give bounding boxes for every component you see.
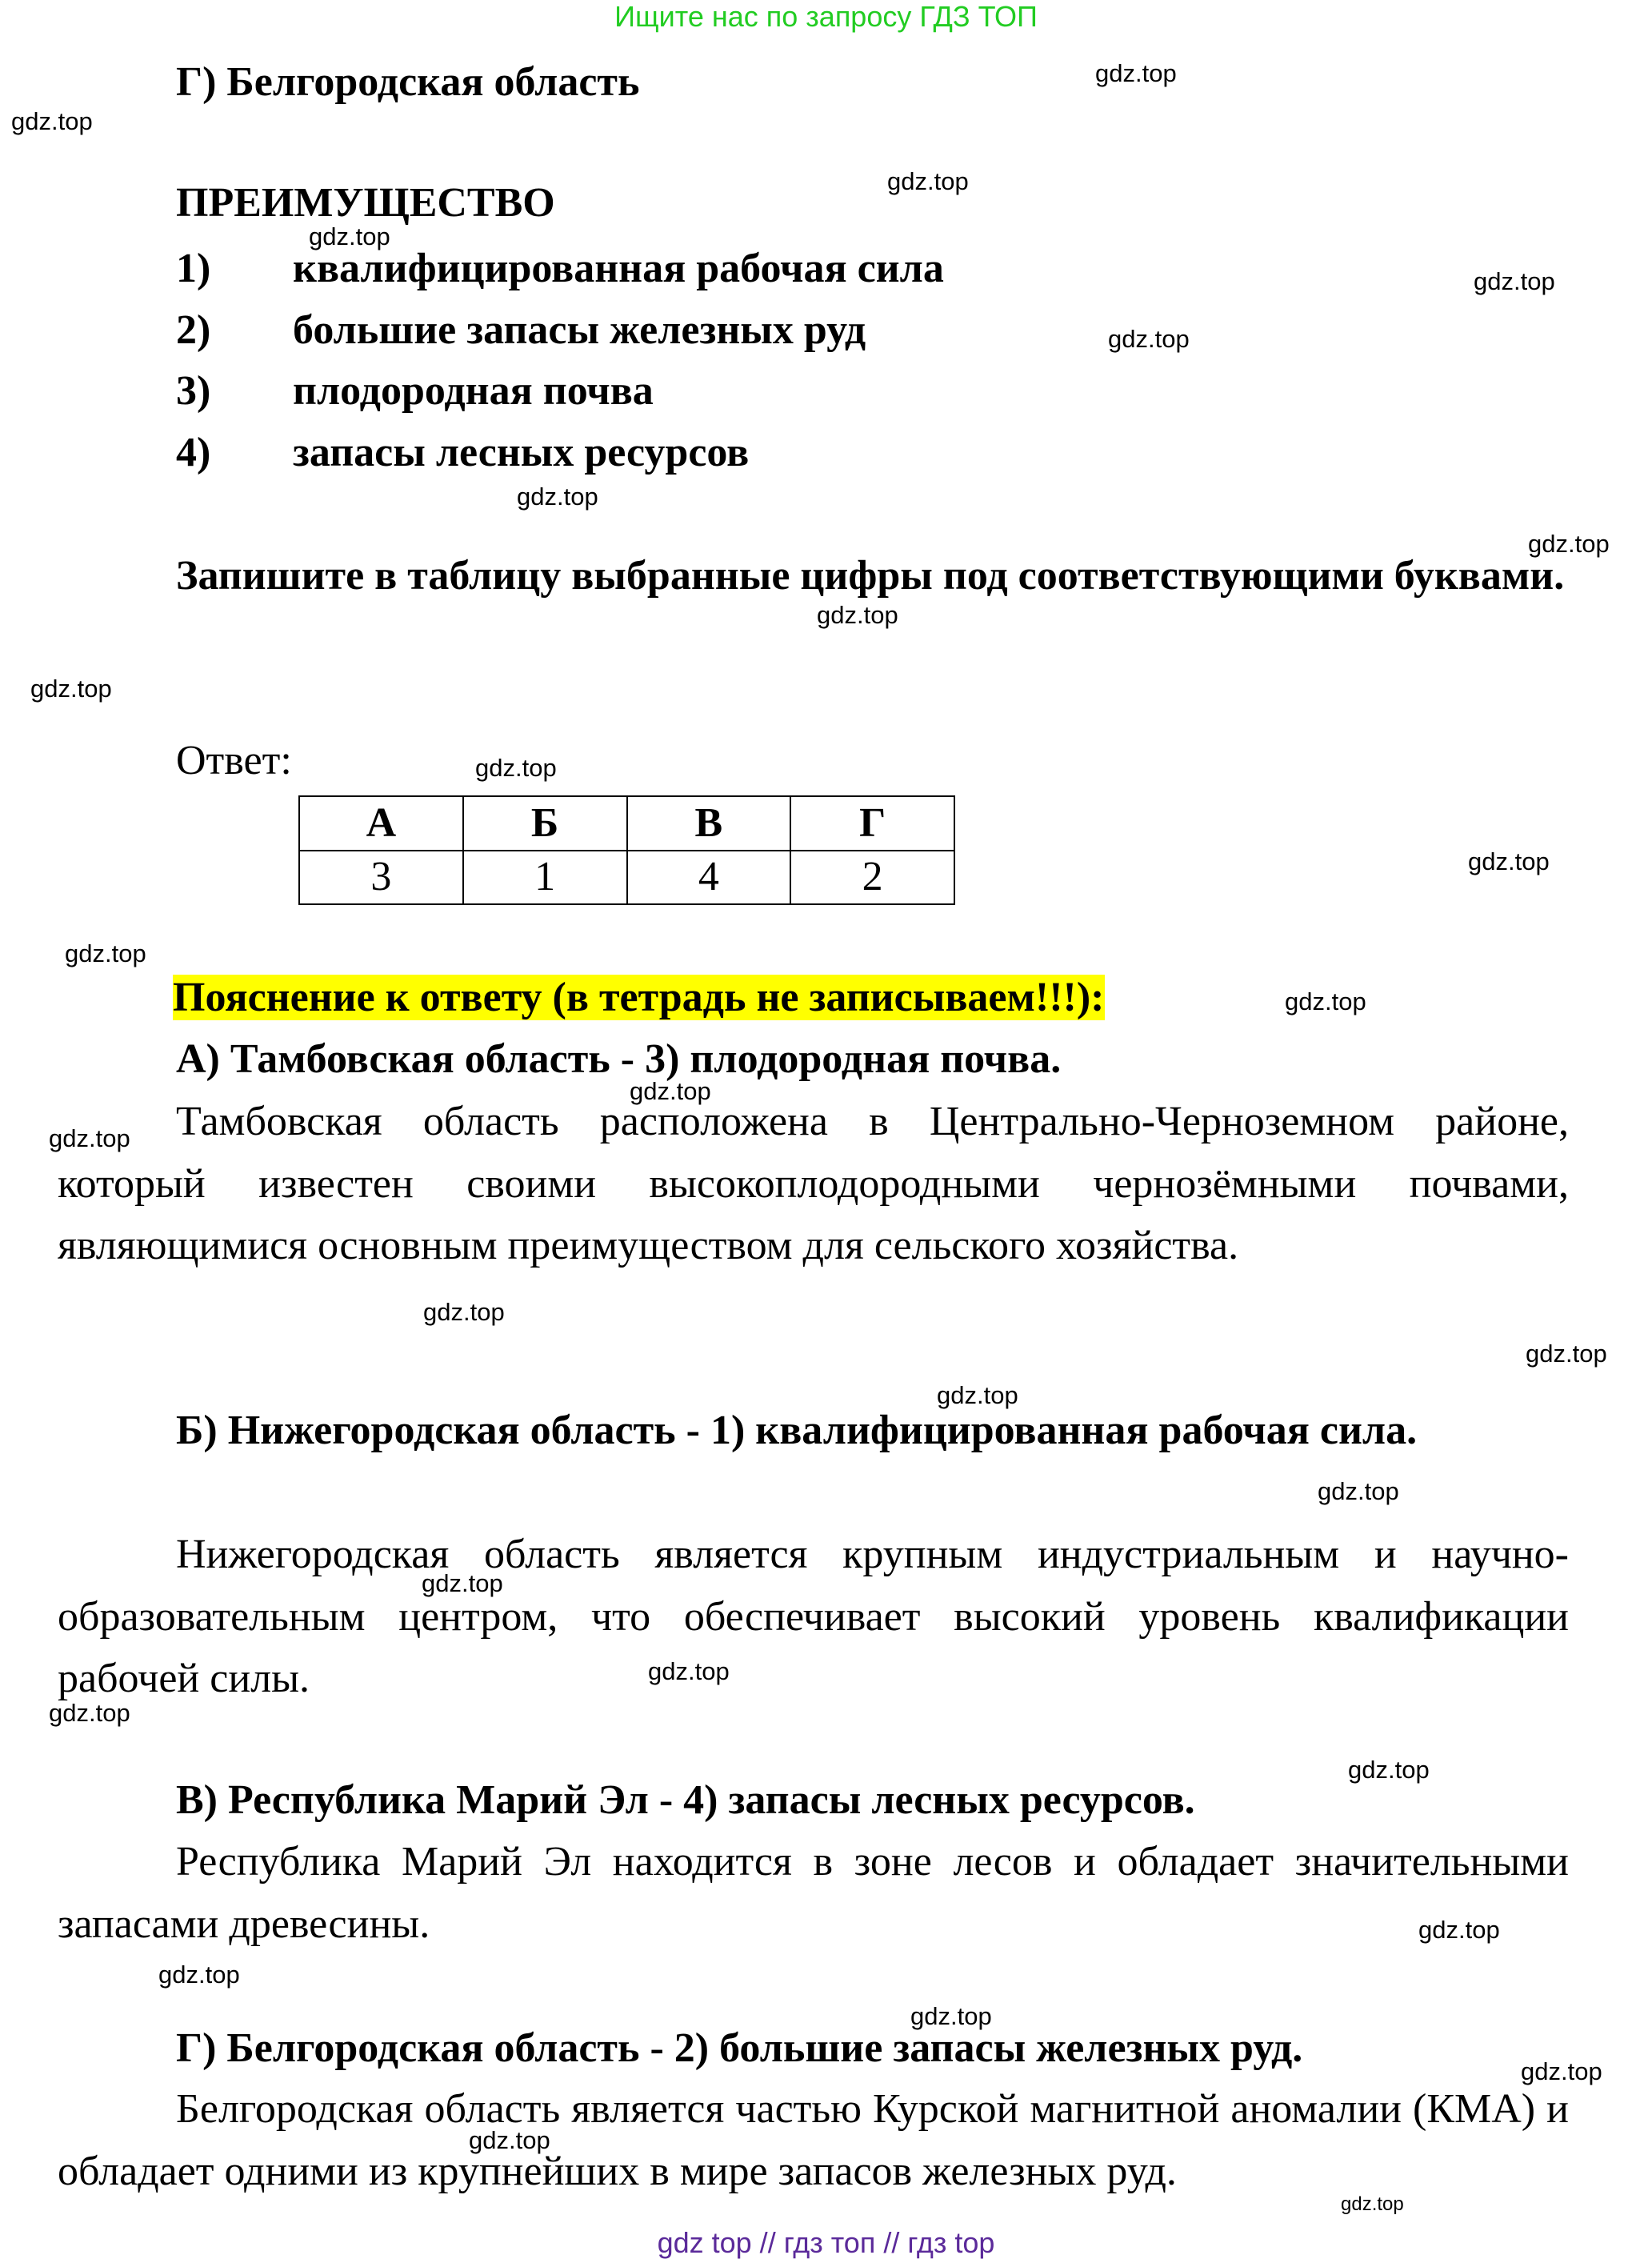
table-cell: 3 xyxy=(299,851,463,905)
table-header-cell: Г xyxy=(790,796,954,851)
answer-label: Ответ: xyxy=(176,738,292,783)
watermark: gdz.top xyxy=(910,2002,992,2030)
watermark: gdz.top xyxy=(49,1124,130,1152)
watermark: gdz.top xyxy=(30,675,112,703)
watermark: gdz.top xyxy=(1521,2057,1602,2085)
option-text: запасы лесных ресурсов xyxy=(293,430,750,475)
watermark: gdz.top xyxy=(817,601,898,629)
section-title: Г) Белгородская область - 2) большие запасы железных руд. xyxy=(176,2025,1303,2071)
watermark: gdz.top xyxy=(648,1657,730,1685)
watermark: gdz.top xyxy=(49,1699,130,1727)
watermark: gdz.top xyxy=(1341,2193,1404,2215)
table-header-cell: Б xyxy=(463,796,627,851)
option-text: большие запасы железных руд xyxy=(293,307,866,353)
watermark: gdz.top xyxy=(475,754,557,782)
highlighted-heading: Пояснение к ответу (в тетрадь не записываем!!!): xyxy=(173,975,1105,1020)
option-number: 1) xyxy=(176,246,211,291)
answer-table xyxy=(298,795,955,905)
watermark: gdz.top xyxy=(422,1569,503,1597)
watermark: gdz.top xyxy=(158,1961,240,1989)
search-banner[interactable]: Ищите нас по запросу ГДЗ ТОП xyxy=(614,0,1038,33)
region-title: Г) Белгородская область xyxy=(176,59,640,105)
table-header-cell: А xyxy=(299,796,463,851)
watermark: gdz.top xyxy=(1318,1477,1399,1505)
watermark: gdz.top xyxy=(1468,847,1550,875)
watermark: gdz.top xyxy=(1285,987,1366,1015)
watermark: gdz.top xyxy=(11,107,93,135)
section-text: Нижегородская область является крупным индустриальным и научно-образовательным центром, что обеспечивает высокий уровень квалификации рабочей силы. xyxy=(58,1532,1569,1702)
watermark: gdz.top xyxy=(309,222,390,250)
table-cell: 1 xyxy=(463,851,627,905)
watermark: gdz.top xyxy=(469,2126,550,2154)
table-row xyxy=(299,851,954,905)
option-text: квалифицированная рабочая сила xyxy=(293,246,944,291)
table-cell: 2 xyxy=(790,851,954,905)
watermark: gdz.top xyxy=(887,167,969,195)
explanation-heading xyxy=(173,967,1105,1029)
watermark: gdz.top xyxy=(1474,267,1555,295)
watermark: gdz.top xyxy=(1526,1340,1607,1368)
section-title: А) Тамбовская область - 3) плодородная почва. xyxy=(176,1036,1062,1082)
option-item xyxy=(176,299,866,362)
watermark: gdz.top xyxy=(1095,59,1177,87)
table-header-row xyxy=(299,796,954,851)
footer-links[interactable]: gdz top // гдз топ // гдз top xyxy=(657,2226,995,2259)
instruction: Запишите в таблицу выбранные цифры под соответствующими буквами. xyxy=(176,553,1565,599)
section-text: Республика Марий Эл находится в зоне лесов и обладает значительными запасами древесины. xyxy=(58,1839,1569,1947)
watermark: gdz.top xyxy=(1418,1916,1500,1944)
watermark: gdz.top xyxy=(1348,1756,1430,1784)
watermark: gdz.top xyxy=(1528,530,1610,558)
table-cell: 4 xyxy=(627,851,791,905)
section-text: Тамбовская область расположена в Центрально-Черноземном районе, который известен своими высокоплодородными чернозёмными почвами, являющимися основным преимуществом для сельского хозяйства. xyxy=(58,1099,1569,1269)
option-item xyxy=(176,422,749,484)
advantage-heading: ПРЕИМУЩЕСТВО xyxy=(176,180,555,226)
option-number: 2) xyxy=(176,307,211,353)
option-text: плодородная почва xyxy=(293,368,654,414)
watermark: gdz.top xyxy=(630,1077,711,1105)
watermark: gdz.top xyxy=(517,483,598,511)
table-header-cell: В xyxy=(627,796,791,851)
section-title: Б) Нижегородская область - 1) квалифицированная рабочая сила. xyxy=(176,1408,1418,1453)
watermark: gdz.top xyxy=(65,939,146,967)
section-text: Белгородская область является частью Курской магнитной аномалии (КМА) и обладает одними из крупнейших в мире запасов железных руд. xyxy=(58,2086,1569,2194)
section-title: В) Республика Марий Эл - 4) запасы лесных ресурсов. xyxy=(176,1777,1195,1823)
watermark: gdz.top xyxy=(937,1381,1018,1409)
watermark: gdz.top xyxy=(1108,325,1190,353)
option-number: 3) xyxy=(176,368,211,414)
watermark: gdz.top xyxy=(423,1298,505,1326)
option-item xyxy=(176,360,654,423)
option-number: 4) xyxy=(176,430,211,475)
option-item xyxy=(176,238,944,300)
